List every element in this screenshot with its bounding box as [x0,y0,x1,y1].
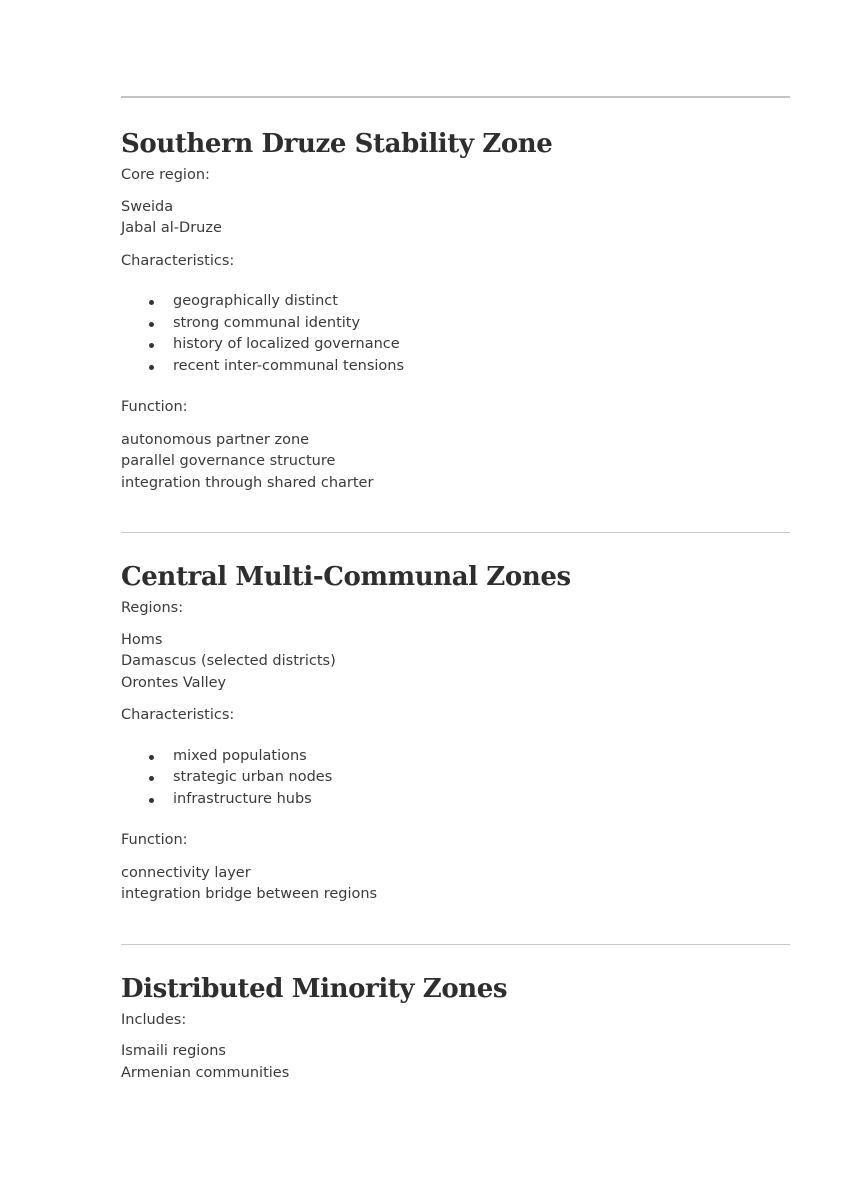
list-item: recent inter-communal tensions [173,356,790,378]
characteristics-label: Characteristics: [121,707,235,723]
region-line: Orontes Valley [121,674,227,691]
function-line: autonomous partner zone [121,431,310,448]
characteristics-list [121,291,790,377]
regions-label: Includes: [121,1011,187,1028]
region-line: Ismaili regions [121,1043,226,1059]
regions-list [121,630,790,695]
region-line: Armenian communities [121,1064,290,1081]
region-line: Jabal al-Druze [121,220,222,236]
list-item: history of localized governance [173,334,790,356]
regions-label: Regions: [121,600,184,616]
section-central-multi-communal [121,533,790,906]
regions-list [121,1041,790,1084]
region-line: Homs [121,631,163,648]
function-line: integration bridge between regions [121,886,378,902]
section-title: Central Multi-Communal Zones [121,562,571,592]
document-page [121,96,790,1084]
function-line: parallel governance structure [121,453,336,469]
function-label: Function: [121,832,188,848]
region-line: Damascus (selected districts) [121,653,336,669]
list-item: infrastructure hubs [173,789,790,811]
list-item: geographically distinct [173,291,790,313]
list-item: strategic urban nodes [173,767,790,789]
section-southern-druze [121,98,790,494]
characteristics-label: Characteristics: [121,252,235,269]
functions-list [121,430,790,495]
functions-list [121,863,790,906]
section-title: Southern Druze Stability Zone [121,129,553,159]
function-line: integration through shared charter [121,474,374,491]
function-line: connectivity layer [121,864,251,881]
list-item: mixed populations [173,746,790,768]
section-distributed-minority [121,945,790,1085]
section-title: Distributed Minority Zones [121,973,508,1004]
function-label: Function: [121,399,188,415]
characteristics-list [121,746,790,811]
region-line: Sweida [121,198,174,215]
list-item: strong communal identity [173,313,790,335]
regions-list [121,197,790,240]
regions-label: Core region: [121,167,210,183]
